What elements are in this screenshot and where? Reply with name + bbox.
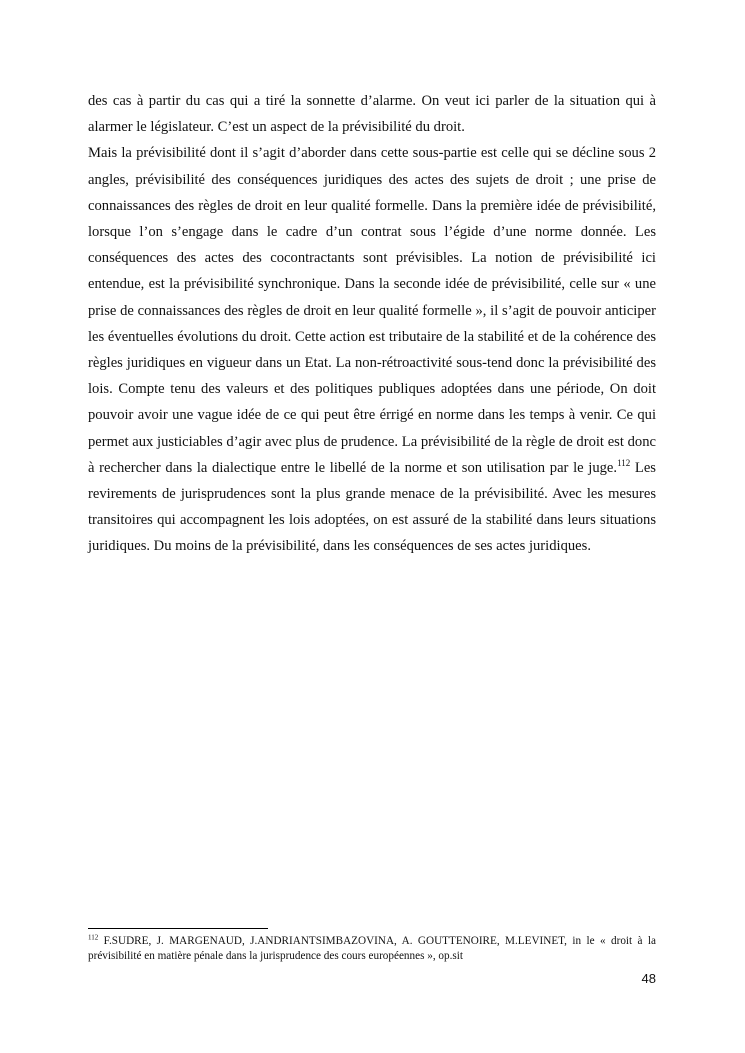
footnote-reference[interactable]: 112 [617, 457, 631, 468]
footnote-separator [88, 928, 268, 929]
paragraph-2-part-2: Les revirements de jurisprudences sont la plus grande menace de la prévisibilité. Avec les mesures transitoires qui accompagnent les lois adoptées, on est assuré de la stabilité dans leurs situations juridiques. Du moins de la prévisibilité, dans les conséquences de ses actes juridiques. [88, 459, 656, 555]
footnote [88, 934, 656, 964]
paragraph-2 [88, 140, 656, 559]
paragraph-2-part-1: Mais la prévisibilité dont il s’agit d’aborder dans cette sous-partie est celle qui se décline sous 2 angles, prévisibilité des conséquences juridiques des actes des sujets de droit ; une prise de connaissances des règles de droit en leur qualité formelle. Dans la première idée de prévisibilité, lorsque l’on s’engage dans le cadre d’un contrat sous l’égide d’une norme donnée. Les conséquences des actes des cocontractants sont prévisibles. La notion de prévisibilité ici entendue, est la prévisibilité synchronique. Dans la seconde idée de prévisibilité, celle sur « une prise de connaissances des règles de droit en leur qualité formelle », il s’agit de pouvoir anticiper les éventuelles évolutions du droit. Cette action est tributaire de la stabilité et de la cohérence des règles juridiques en vigueur dans un Etat. La non-rétroactivité sous-tend donc la prévisibilité des lois. Compte tenu des valeurs et des politiques publiques adoptées dans une période, On doit pouvoir avoir une vague idée de ce qui peut être érrigé en norme dans les temps à venir. Ce qui permet aux justiciables d’agir avec plus de prudence. La prévisibilité de la règle de droit est donc à rechercher dans la dialectique entre le libellé de la norme et son utilisation par le juge. [88, 145, 656, 476]
paragraph-1: des cas à partir du cas qui a tiré la sonnette d’alarme. On veut ici parler de la situation qui à alarmer le législateur. C’est un aspect de la prévisibilité du droit. [88, 93, 656, 136]
footnote-text: F.SUDRE, J. MARGENAUD, J.ANDRIANTSIMBAZOVINA, A. GOUTTENOIRE, M.LEVINET, in le « droit à la prévisibilité en matière pénale dans la jurisprudence des cours européennes », op.sit [88, 935, 656, 962]
body-text [88, 88, 656, 560]
footnote-number: 112 [88, 933, 99, 942]
page-number: 48 [641, 971, 656, 986]
